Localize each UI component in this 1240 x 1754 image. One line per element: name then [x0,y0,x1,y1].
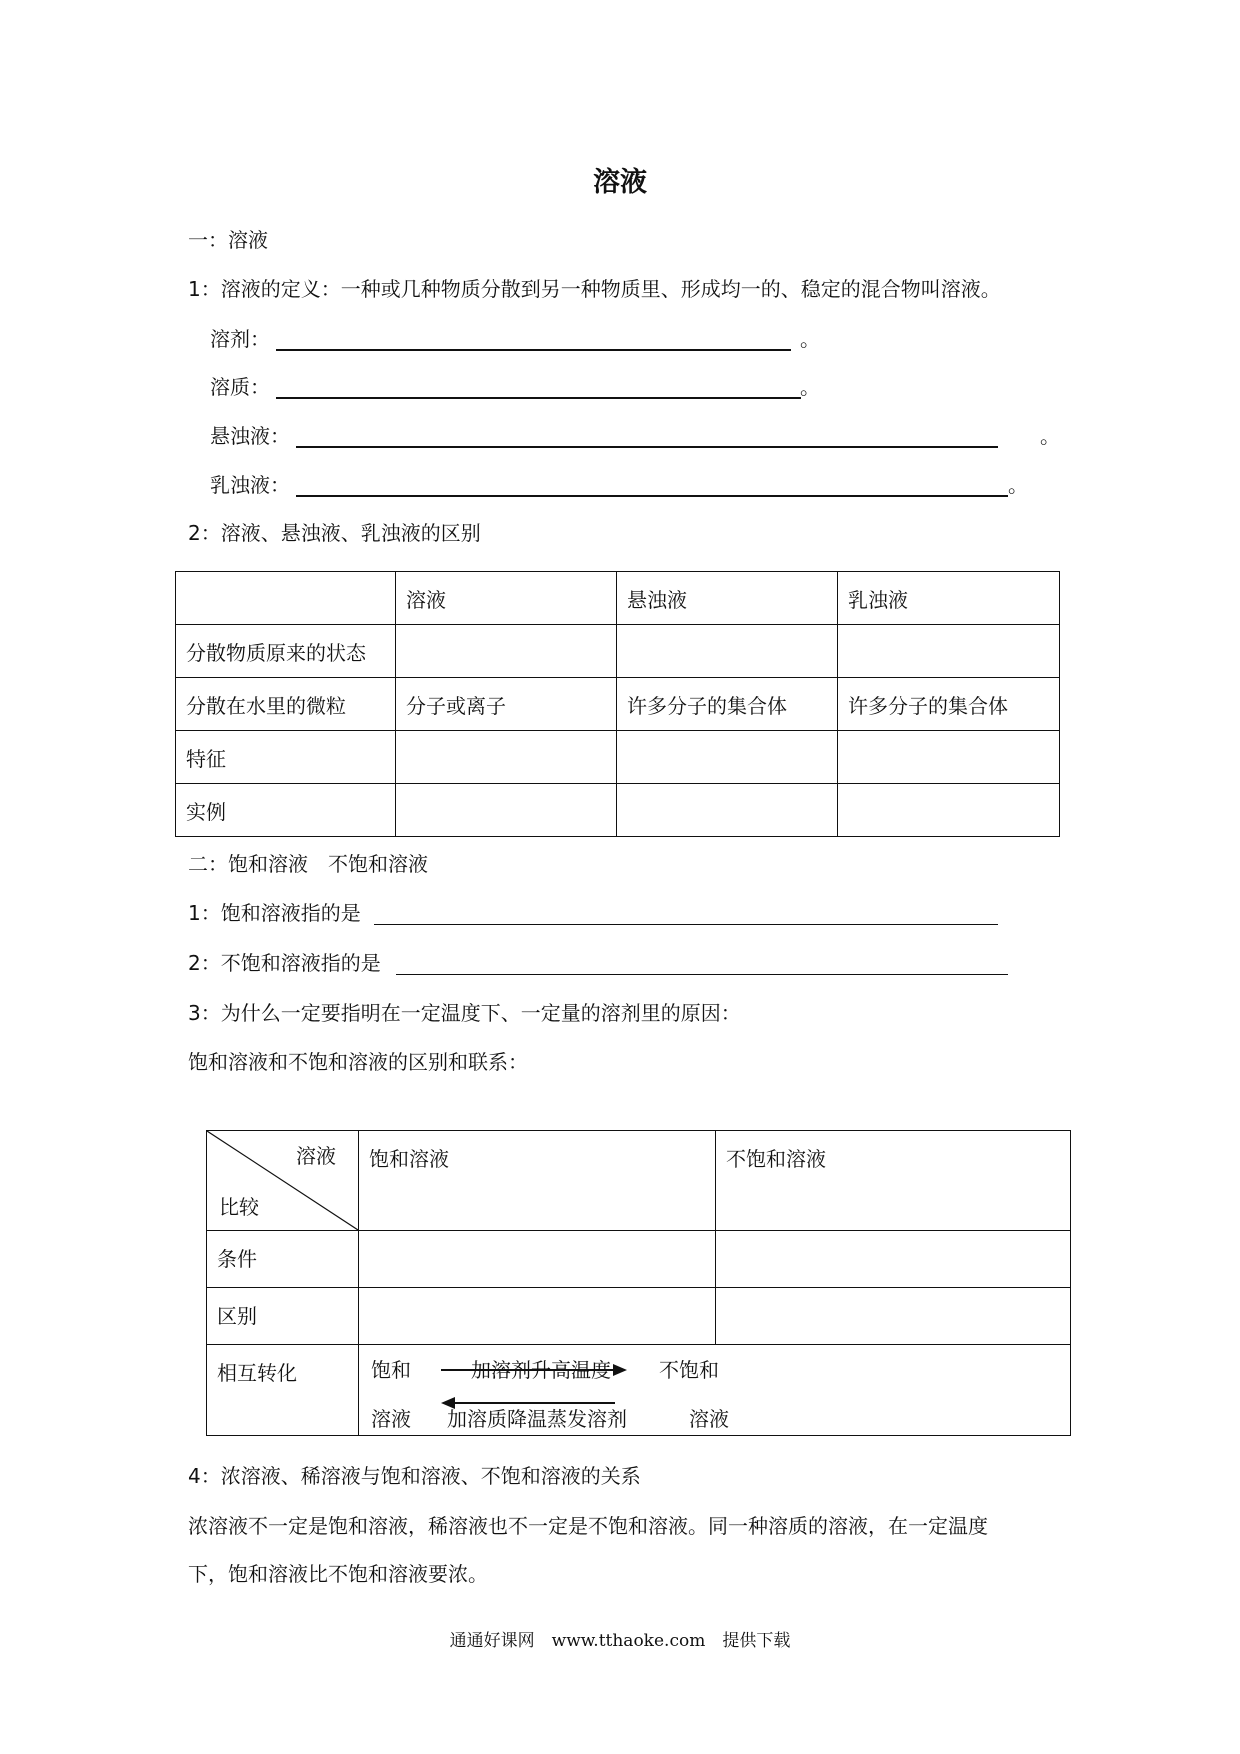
relation-heading: 饱和溶液和不饱和溶液的区别和联系： [188,1050,528,1074]
compare-heading: 2：溶液、悬浊液、乳浊液的区别 [188,521,481,545]
emulsion-blank-end: 。 [1008,473,1028,497]
conversion-right-top: 不饱和 [659,1358,719,1382]
table-row [176,731,1060,784]
table-header-cell: 溶液 [396,572,617,625]
arrow-right-label: 加溶剂升高温度 [471,1358,611,1382]
solvent-blank-line[interactable] [276,349,791,351]
emulsion-label: 乳浊液： [210,473,290,497]
solution-definition: 1：溶液的定义：一种或几种物质分散到另一种物质里、形成均一的、稳定的混合物叫溶液。 [188,277,1001,301]
table-header-cell: 不饱和溶液 [716,1131,1071,1231]
comparison-table [175,571,1060,837]
suspension-label: 悬浊液： [210,424,290,448]
saturation-table [206,1130,1071,1436]
section1-heading: 一：溶液 [188,228,268,252]
table-cell: 分散物质原来的状态 [176,625,396,678]
table-cell[interactable] [716,1288,1071,1345]
table-cell[interactable] [838,625,1060,678]
table-header-row [176,572,1060,625]
table-cell[interactable] [716,1231,1071,1288]
emulsion-blank-line[interactable] [296,495,1008,497]
table-cell[interactable] [617,625,838,678]
solute-blank-line[interactable] [276,397,801,399]
reason-question: 3：为什么一定要指明在一定温度下、一定量的溶剂里的原因： [188,1001,741,1025]
table-cell[interactable] [359,1288,716,1345]
suspension-blank-line[interactable] [296,446,998,448]
section4-heading: 4：浓溶液、稀溶液与饱和溶液、不饱和溶液的关系 [188,1464,641,1488]
table-header-cell: 饱和溶液 [359,1131,716,1231]
diagonal-header-cell [207,1131,359,1231]
table-cell: 分子或离子 [396,678,617,731]
table-cell[interactable] [838,731,1060,784]
table-row [176,678,1060,731]
table-cell: 许多分子的集合体 [838,678,1060,731]
solute-blank-end: 。 [800,375,820,399]
arrow-left-icon [441,1397,615,1409]
solute-label: 溶质： [210,375,270,399]
table-row [207,1231,1071,1288]
table-header-cell [176,572,396,625]
table-cell: 相互转化 [207,1345,359,1436]
conversion-cell [359,1345,1071,1436]
table-header-row [207,1131,1071,1231]
solvent-label: 溶剂： [210,327,270,351]
saturated-def-blank-line[interactable] [374,924,998,925]
table-header-cell: 乳浊液 [838,572,1060,625]
table-cell: 区别 [207,1288,359,1345]
table-cell[interactable] [359,1231,716,1288]
arrow-left-label: 加溶质降温蒸发溶剂 [447,1407,627,1431]
corner-bottom-label: 比较 [219,1195,259,1219]
table-row [176,784,1060,837]
table-row [207,1288,1071,1345]
table-cell[interactable] [396,625,617,678]
unsaturated-def-blank-line[interactable] [396,974,1008,975]
table-cell[interactable] [838,784,1060,837]
table-cell[interactable] [617,731,838,784]
table-row [176,625,1060,678]
corner-top-label: 溶液 [296,1144,336,1168]
section2-heading: 二：饱和溶液 不饱和溶液 [188,852,428,876]
table-row [207,1345,1071,1436]
saturated-def-label: 1：饱和溶液指的是 [188,901,361,925]
table-cell[interactable] [396,784,617,837]
table-cell: 条件 [207,1231,359,1288]
conversion-right-bottom: 溶液 [689,1407,729,1431]
table-header-cell: 悬浊液 [617,572,838,625]
table-cell: 特征 [176,731,396,784]
table-cell[interactable] [617,784,838,837]
conversion-arrows [439,1363,629,1413]
section4-paragraph-line2: 下，饱和溶液比不饱和溶液要浓。 [188,1562,488,1586]
suspension-blank-end: 。 [1040,424,1060,448]
table-cell: 实例 [176,784,396,837]
unsaturated-def-label: 2：不饱和溶液指的是 [188,951,381,975]
conversion-left-bottom: 溶液 [371,1407,411,1431]
page-title: 溶液 [593,167,647,198]
solvent-blank-end: 。 [800,327,820,351]
conversion-left-top: 饱和 [371,1358,411,1382]
footer-source: 通通好课网 www.tthaoke.com 提供下载 [449,1631,791,1651]
section4-paragraph-line1: 浓溶液不一定是饱和溶液，稀溶液也不一定是不饱和溶液。同一种溶质的溶液，在一定温度 [188,1514,988,1538]
table-cell: 分散在水里的微粒 [176,678,396,731]
arrow-right-icon [441,1364,627,1376]
table-cell: 许多分子的集合体 [617,678,838,731]
table-cell[interactable] [396,731,617,784]
